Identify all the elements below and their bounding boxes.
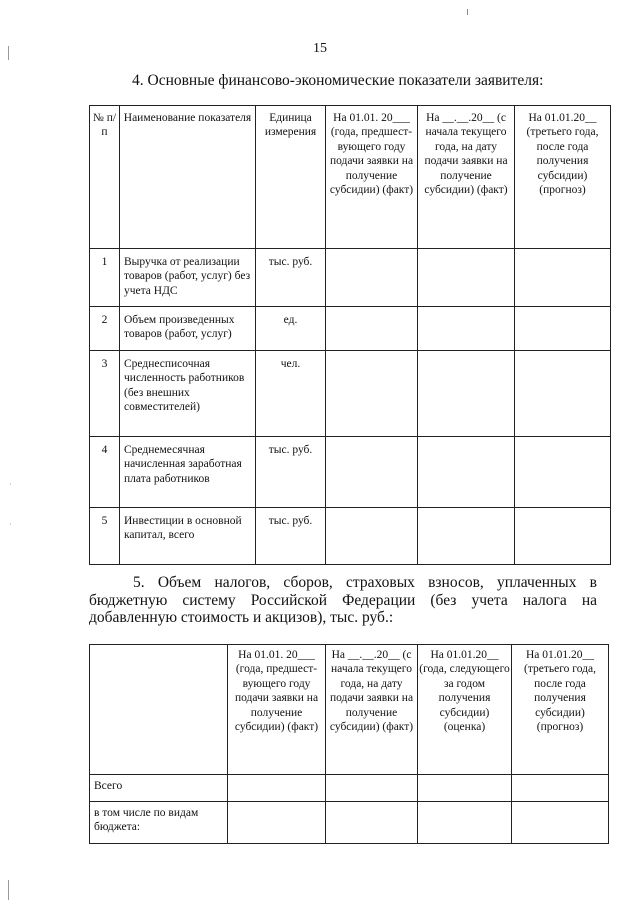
table-cell: [515, 307, 611, 351]
table-cell: [326, 437, 418, 508]
table-cell: [418, 508, 515, 565]
indicator-unit: тыс. руб.: [256, 508, 326, 565]
row-number: 3: [90, 351, 120, 437]
indicator-name: Объем произведенных товаров (работ, услуг): [120, 307, 256, 351]
column-header: Наименование показателя: [120, 106, 256, 249]
section-5-paragraph: 5. Объем налогов, сборов, страховых взносов, уплаченных в бюджетную систему Российской Федерации (без учета налога на добавленную стоимость и акцизов), тыс. руб.:: [89, 574, 597, 626]
page-number: 15: [313, 41, 327, 56]
column-header: На 01.01.20__ (третьего года, после года получения субсидии) (прогноз): [512, 645, 609, 775]
indicator-unit: тыс. руб.: [256, 249, 326, 307]
table-cell: [326, 351, 418, 437]
table-header-row: [90, 645, 609, 775]
indicator-name: Среднесписочная численность работников (без внешних совместителей): [120, 351, 256, 437]
table-cell: [418, 802, 512, 844]
row-label: Всего: [90, 775, 228, 802]
scan-mark: [467, 9, 468, 15]
table-cell: [515, 437, 611, 508]
scan-mark: ·: [9, 480, 12, 489]
table-cell: [418, 249, 515, 307]
table-row: [90, 307, 611, 351]
row-number: 4: [90, 437, 120, 508]
table-cell: [326, 775, 418, 802]
table-row: [90, 775, 609, 802]
table-cell: [326, 508, 418, 565]
table-cell: [515, 249, 611, 307]
table-row: [90, 437, 611, 508]
column-header: № п/п: [90, 106, 120, 249]
table-cell: [326, 802, 418, 844]
table-cell: [326, 307, 418, 351]
financial-indicators-table: [89, 105, 611, 565]
table-cell: [326, 249, 418, 307]
table-row: [90, 249, 611, 307]
table-cell: [228, 802, 326, 844]
table-cell: [418, 351, 515, 437]
table-row: [90, 802, 609, 844]
table-cell: [418, 775, 512, 802]
indicator-unit: чел.: [256, 351, 326, 437]
table-cell: [515, 351, 611, 437]
table-cell: [418, 437, 515, 508]
column-header: [90, 645, 228, 775]
table-header-row: [90, 106, 611, 249]
table-cell: [512, 775, 609, 802]
table-cell: [228, 775, 326, 802]
indicator-name: Выручка от реализации товаров (работ, услуг) без учета НДС: [120, 249, 256, 307]
column-header: Единица измерения: [256, 106, 326, 249]
scan-mark: ·: [9, 520, 12, 529]
indicator-name: Инвестиции в основной капитал, всего: [120, 508, 256, 565]
row-number: 2: [90, 307, 120, 351]
scan-edge-line: [8, 880, 9, 900]
column-header: На 01.01. 20___ (года, предшест- вующего году подачи заявки на получение субсидии) (факт): [326, 106, 418, 249]
row-label: в том числе по видам бюджета:: [90, 802, 228, 844]
column-header: На 01.01. 20___ (года, предшест- вующего году подачи заявки на получение субсидии) (факт): [228, 645, 326, 775]
indicator-name: Среднемесячная начисленная заработная плата работников: [120, 437, 256, 508]
table-row: [90, 351, 611, 437]
column-header: На __.__.20__ (с начала текущего года, на дату подачи заявки на получение субсидии) (факт): [418, 106, 515, 249]
table-cell: [515, 508, 611, 565]
table-row: [90, 508, 611, 565]
indicator-unit: ед.: [256, 307, 326, 351]
table-cell: [418, 307, 515, 351]
column-header: На __.__.20__ (с начала текущего года, на дату подачи заявки на получение субсидии) (факт): [326, 645, 418, 775]
table-cell: [512, 802, 609, 844]
taxes-table: [89, 644, 609, 844]
indicator-unit: тыс. руб.: [256, 437, 326, 508]
column-header: На 01.01.20__ (года, следующего за годом получения субсидии) (оценка): [418, 645, 512, 775]
column-header: На 01.01.20__ (третьего года, после года получения субсидии) (прогноз): [515, 106, 611, 249]
row-number: 1: [90, 249, 120, 307]
row-number: 5: [90, 508, 120, 565]
section-4-heading: 4. Основные финансово-экономические показатели заявителя:: [132, 72, 544, 89]
